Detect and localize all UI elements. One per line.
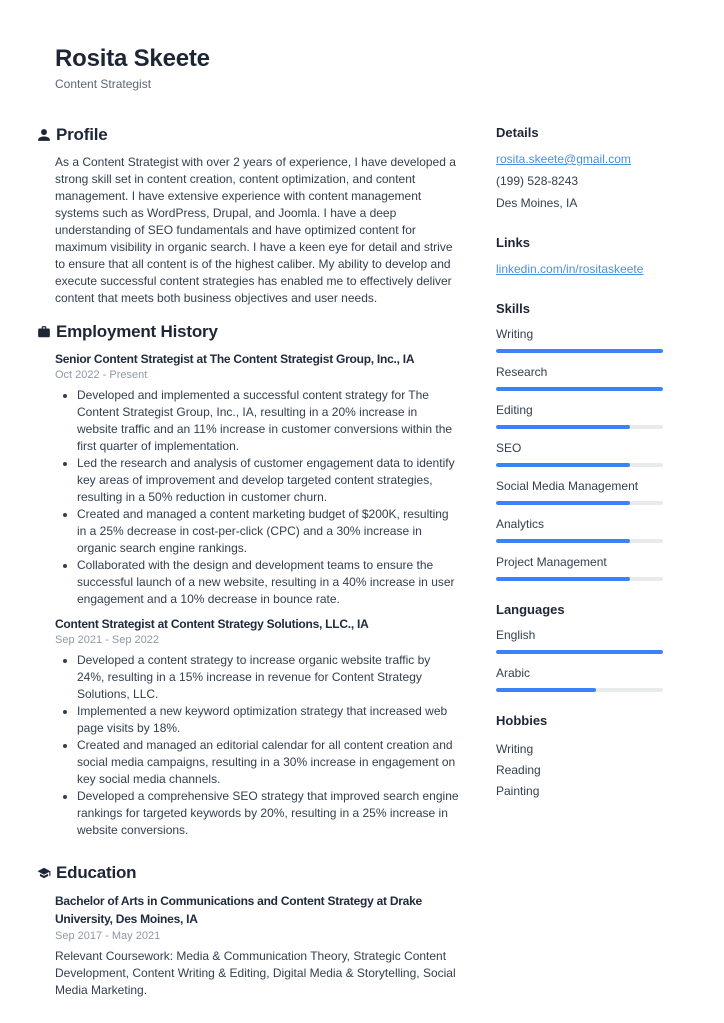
sidebar-section-hobbies: [496, 713, 663, 802]
skill-item: [496, 365, 663, 391]
person-name: Rosita Skeete: [55, 45, 210, 72]
job-entry: [55, 351, 459, 608]
skill-bar: [496, 463, 663, 467]
email-link[interactable]: rosita.skeete@gmail.com: [496, 152, 631, 166]
main-column: [55, 125, 459, 1014]
language-bar: [496, 650, 663, 654]
skill-bar: [496, 349, 663, 353]
education-heading: Education: [56, 863, 137, 882]
employment-heading: Employment History: [56, 322, 218, 341]
sidebar-section-details: [496, 125, 663, 211]
job-bullet-list: [55, 387, 459, 608]
profile-heading-row: [37, 125, 459, 145]
section-education: [55, 863, 459, 999]
skill-name: Writing: [496, 327, 534, 341]
skill-bar-fill: [496, 577, 630, 581]
job-bullet: • Developed a comprehensive SEO strategy that improved search engine rankings for targeted keywords by 20%, resulting in a 25% increase in website conversions.: [77, 788, 459, 839]
languages-heading: Languages: [496, 602, 565, 617]
graduation-cap-icon: [37, 866, 51, 880]
job-bullet: • Created and managed an editorial calendar for all content creation and social media campaigns, resulting in a 30% increase in engagement on key social media channels.: [77, 737, 459, 788]
skill-name: SEO: [496, 441, 522, 455]
language-bar-fill: [496, 688, 596, 692]
language-name: Arabic: [496, 666, 531, 680]
sidebar-section-skills: [496, 301, 663, 581]
job-period: Oct 2022 - Present: [55, 369, 148, 381]
content-columns: [55, 125, 663, 1014]
hobby-item: Reading: [496, 763, 541, 777]
skill-item: [496, 555, 663, 581]
skill-item: [496, 479, 663, 505]
skill-bar: [496, 501, 663, 505]
skill-item: [496, 441, 663, 467]
job-bullet: • Led the research and analysis of customer engagement data to identify key areas of improvement and develop targeted content strategies, resulting in a 50% reduction in customer churn.: [77, 455, 459, 506]
education-entry: [55, 892, 459, 999]
language-bar: [496, 688, 663, 692]
education-description: Relevant Coursework: Media & Communication Theory, Strategic Content Development, Content Writing & Editing, Digital Media & Storytelling, Social Media Marketing.: [55, 949, 456, 997]
skill-name: Research: [496, 365, 548, 379]
job-bullet: • Developed and implemented a successful content strategy for The Content Strategist Group, Inc., IA, resulting in a 20% increase in website traffic and an 11% increase in customer conversions within the first quarter of implementation.: [77, 387, 459, 455]
skill-name: Social Media Management: [496, 479, 639, 493]
skill-bar: [496, 425, 663, 429]
job-bullet: • Collaborated with the design and development teams to ensure the successful launch of a new website, resulting in a 40% increase in user engagement and a 10% decrease in bounce rate.: [77, 557, 459, 608]
skill-bar-fill: [496, 539, 630, 543]
skill-bar-fill: [496, 349, 663, 353]
job-title: Content Strategist at Content Strategy Solutions, LLC., IA: [55, 617, 369, 631]
briefcase-icon: [37, 325, 51, 339]
phone-number: (199) 528-8243: [496, 174, 579, 188]
location-text: Des Moines, IA: [496, 196, 578, 210]
person-job-title: Content Strategist: [55, 77, 152, 91]
job-bullet: • Developed a content strategy to increase organic website traffic by 24%, resulting in a 15% increase in revenue for Content Strategy Solutions, LLC.: [77, 652, 459, 703]
person-icon: [37, 128, 51, 142]
hobbies-heading: Hobbies: [496, 713, 548, 728]
job-title: Senior Content Strategist at The Content Strategist Group, Inc., IA: [55, 352, 415, 366]
skill-name: Project Management: [496, 555, 607, 569]
job-bullet-list: [55, 652, 459, 839]
profile-heading: Profile: [56, 125, 108, 144]
skills-heading: Skills: [496, 301, 530, 316]
education-title: Bachelor of Arts in Communications and Content Strategy at Drake University, Des Moines, IA: [55, 894, 422, 926]
links-heading: Links: [496, 235, 530, 250]
language-item: [496, 666, 663, 692]
skill-bar: [496, 539, 663, 543]
linkedin-link[interactable]: linkedin.com/in/rositaskeete: [496, 262, 644, 276]
skill-bar-fill: [496, 501, 630, 505]
job-bullet: • Created and managed a content marketing budget of $200K, resulting in a 25% decrease in cost-per-click (CPC) and a 30% increase in organic search engine rankings.: [77, 506, 459, 557]
skill-item: [496, 403, 663, 429]
skill-bar-fill: [496, 387, 663, 391]
skill-bar: [496, 577, 663, 581]
skill-name: Analytics: [496, 517, 545, 531]
skill-item: [496, 517, 663, 543]
sidebar-section-links: [496, 235, 663, 277]
job-bullet: • Implemented a new keyword optimization strategy that increased web page visits by 18%.: [77, 703, 459, 737]
section-profile: [55, 125, 459, 307]
hobby-item: Painting: [496, 784, 540, 798]
hobby-item: Writing: [496, 742, 534, 756]
profile-text: As a Content Strategist with over 2 years of experience, I have developed a strong skill set in content creation, content optimization, and content management. I have extensive experience with content management systems such as WordPress, Drupal, and Joomla. I have a deep understanding of SEO fundamentals and have optimized content for maximum visibility in organic search. I have a keen eye for detail and strive to ensure that all content is of the highest caliber. My ability to develop and execute successful content strategies has enabled me to effectively deliver content that meets both business objectives and user needs.: [55, 155, 456, 305]
skill-bar: [496, 387, 663, 391]
resume-header: [55, 44, 663, 91]
skill-bar-fill: [496, 463, 630, 467]
language-name: English: [496, 628, 536, 642]
skill-item: [496, 327, 663, 353]
details-heading: Details: [496, 125, 539, 140]
job-entry: [55, 616, 459, 839]
section-employment: [55, 322, 459, 839]
education-period: Sep 2017 - May 2021: [55, 930, 161, 942]
sidebar-column: [496, 125, 663, 1014]
language-bar-fill: [496, 650, 663, 654]
employment-heading-row: [37, 322, 459, 342]
skill-bar-fill: [496, 425, 630, 429]
language-item: [496, 628, 663, 654]
education-heading-row: [37, 863, 459, 883]
skill-name: Editing: [496, 403, 533, 417]
job-period: Sep 2021 - Sep 2022: [55, 634, 159, 646]
sidebar-section-languages: [496, 602, 663, 692]
